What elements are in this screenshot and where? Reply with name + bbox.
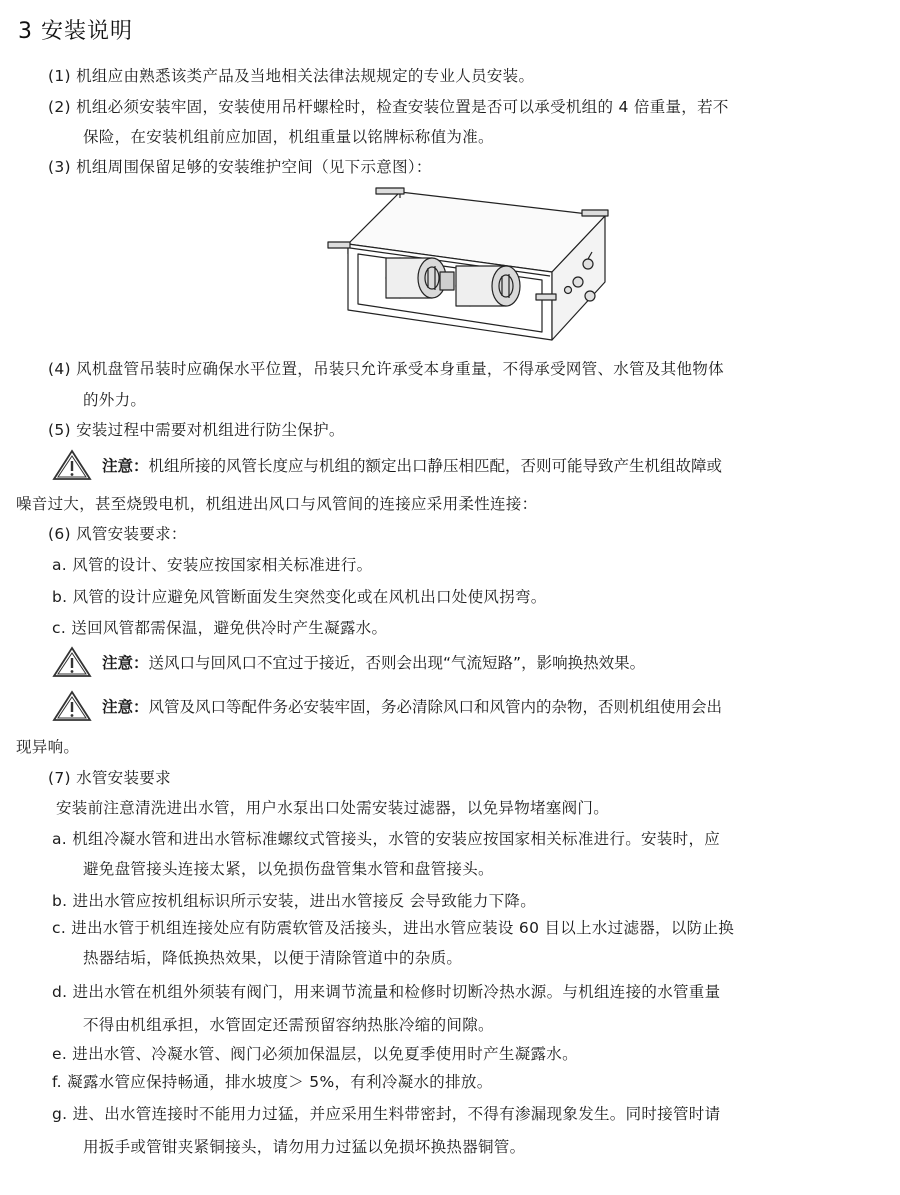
item-6-a: a. 风管的设计、安装应按国家相关标准进行。: [52, 556, 373, 574]
warning-3-line-1: 风管及风口等配件务必安装牢固，务必清除风口和风管内的杂物，否则机组使用会出: [148, 698, 723, 716]
item-7-g-line-2: 用扳手或管钳夹紧铜接头，请勿用力过猛以免损坏换热器铜管。: [83, 1138, 526, 1156]
warning-label: 注意：: [102, 457, 149, 475]
item-4-line-2: 的外力。: [83, 391, 147, 409]
item-7-e: e. 进出水管、冷凝水管、阀门必须加保温层，以免夏季使用时产生凝露水。: [52, 1045, 578, 1063]
fan-coil-unit-illustration: [320, 186, 610, 342]
item-7-a-line-1: a. 机组冷凝水管和进出水管标准螺纹式管接头，水管的安装应按国家相关标准进行。安装时，应: [52, 830, 721, 848]
warning-1-line-2: 噪音过大，甚至烧毁电机，机组进出风口与风管间的连接应采用柔性连接：: [16, 495, 538, 513]
item-7-d-line-2: 不得由机组承担，水管固定还需预留容纳热胀冷缩的间隙。: [83, 1016, 494, 1034]
section-title: 3 安装说明: [18, 19, 133, 44]
item-6-b: b. 风管的设计应避免风管断面发生突然变化或在风机出口处使风拐弯。: [52, 588, 547, 606]
warning-label: 注意：: [102, 698, 149, 716]
warning-triangle-icon: [52, 690, 92, 722]
item-2-line-1: (2) 机组必须安装牢固，安装使用吊杆螺栓时，检查安装位置是否可以承受机组的 4 倍重量，若不: [48, 98, 729, 116]
item-3: (3) 机组周围保留足够的安装维护空间（见下示意图）：: [48, 158, 432, 176]
item-7-g-line-1: g. 进、出水管连接时不能用力过猛，并应采用生料带密封，不得有渗漏现象发生。同时接管时请: [52, 1105, 721, 1123]
item-7-c-line-2: 热器结垢，降低换热效果，以便于清除管道中的杂质。: [83, 949, 463, 967]
warning-1-line-1: 机组所接的风管长度应与机组的额定出口静压相匹配，否则可能导致产生机组故障或: [148, 457, 723, 475]
item-5: (5) 安装过程中需要对机组进行防尘保护。: [48, 421, 345, 439]
item-7-c-line-1: c. 进出水管于机组连接处应有防震软管及活接头，进出水管应装设 60 目以上水过滤器，以防止换: [52, 919, 735, 937]
warning-2-text: 送风口与回风口不宜过于接近，否则会出现“气流短路”，影响换热效果。: [148, 654, 646, 672]
warning-3-line-2: 现异响。: [16, 738, 80, 756]
item-4-line-1: (4) 风机盘管吊装时应确保水平位置，吊装只允许承受本身重量，不得承受网管、水管及其他物体: [48, 360, 724, 378]
item-7-f: f. 凝露水管应保持畅通，排水坡度＞ 5%，有利冷凝水的排放。: [52, 1073, 493, 1091]
warning-label: 注意：: [102, 654, 149, 672]
item-1: (1) 机组应由熟悉该类产品及当地相关法律法规规定的专业人员安装。: [48, 67, 535, 85]
item-7-a-line-2: 避免盘管接头连接太紧，以免损伤盘管集水管和盘管接头。: [83, 860, 494, 878]
item-6-c: c. 送回风管都需保温，避免供冷时产生凝露水。: [52, 619, 388, 637]
warning-triangle-icon: [52, 646, 92, 678]
item-6: (6) 风管安装要求：: [48, 525, 187, 543]
warning-triangle-icon: [52, 449, 92, 481]
item-7-d-line-1: d. 进出水管在机组外须装有阀门，用来调节流量和检修时切断冷热水源。与机组连接的水管重量: [52, 983, 721, 1001]
item-2-line-2: 保险，在安装机组前应加固，机组重量以铭牌标称值为准。: [83, 128, 494, 146]
item-7-b: b. 进出水管应按机组标识所示安装，进出水管接反 会导致能力下降。: [52, 892, 537, 910]
item-7: (7) 水管安装要求: [48, 769, 171, 787]
item-7-intro: 安装前注意清洗进出水管，用户水泵出口处需安装过滤器，以免异物堵塞阀门。: [56, 799, 610, 817]
